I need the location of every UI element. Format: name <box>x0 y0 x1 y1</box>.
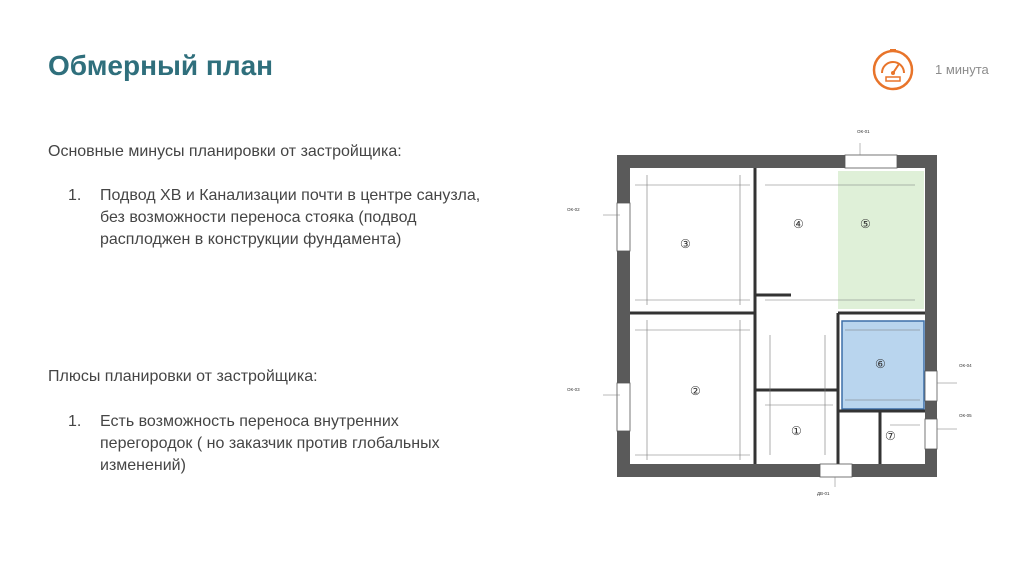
window-ok01 <box>845 155 897 168</box>
floor-plan <box>555 125 1010 515</box>
room-2-label: ② <box>690 384 701 398</box>
tag-ok03: ОК-03 <box>567 387 580 392</box>
list-number: 1. <box>68 413 82 430</box>
pluses-heading: Плюсы планировки от застройщика: <box>48 368 318 385</box>
tag-ok02: ОК-02 <box>567 207 580 212</box>
minuses-item <box>68 185 500 251</box>
pluses-item <box>68 411 470 477</box>
room-1-label: ① <box>791 424 802 438</box>
window-ok03 <box>617 383 630 431</box>
room-3-label: ③ <box>680 237 691 251</box>
tag-ok04: ОК-04 <box>959 363 972 368</box>
room-7-label: ⑦ <box>885 429 896 443</box>
window-ok04 <box>925 371 937 401</box>
tag-ok05: ОК-05 <box>959 413 972 418</box>
page-title: Обмерный план <box>48 50 274 81</box>
list-number: 1. <box>68 187 82 204</box>
window-ok05 <box>925 419 937 449</box>
stopwatch-icon <box>871 48 915 92</box>
timer-label: 1 минута <box>935 62 989 77</box>
minuses-heading: Основные минусы планировки от застройщика: <box>48 143 402 160</box>
list-text: Подвод ХВ и Канализации почти в центре санузла, без возможности переноса стояка (подвод расплоджен в конструкции фундамента) <box>100 187 481 248</box>
room-5-label: ⑤ <box>860 217 871 231</box>
tag-dv01: ДВ-01 <box>817 491 830 496</box>
window-ok02 <box>617 203 630 251</box>
entrance-door <box>820 464 852 477</box>
list-text: Есть возможность переноса внутренних перегородок ( но заказчик против глобальных изменений) <box>100 413 440 474</box>
room-6-label: ⑥ <box>875 357 886 371</box>
room-4-label: ④ <box>793 217 804 231</box>
tag-ok01: ОК-01 <box>857 129 870 134</box>
room-5-highlight <box>838 171 924 309</box>
